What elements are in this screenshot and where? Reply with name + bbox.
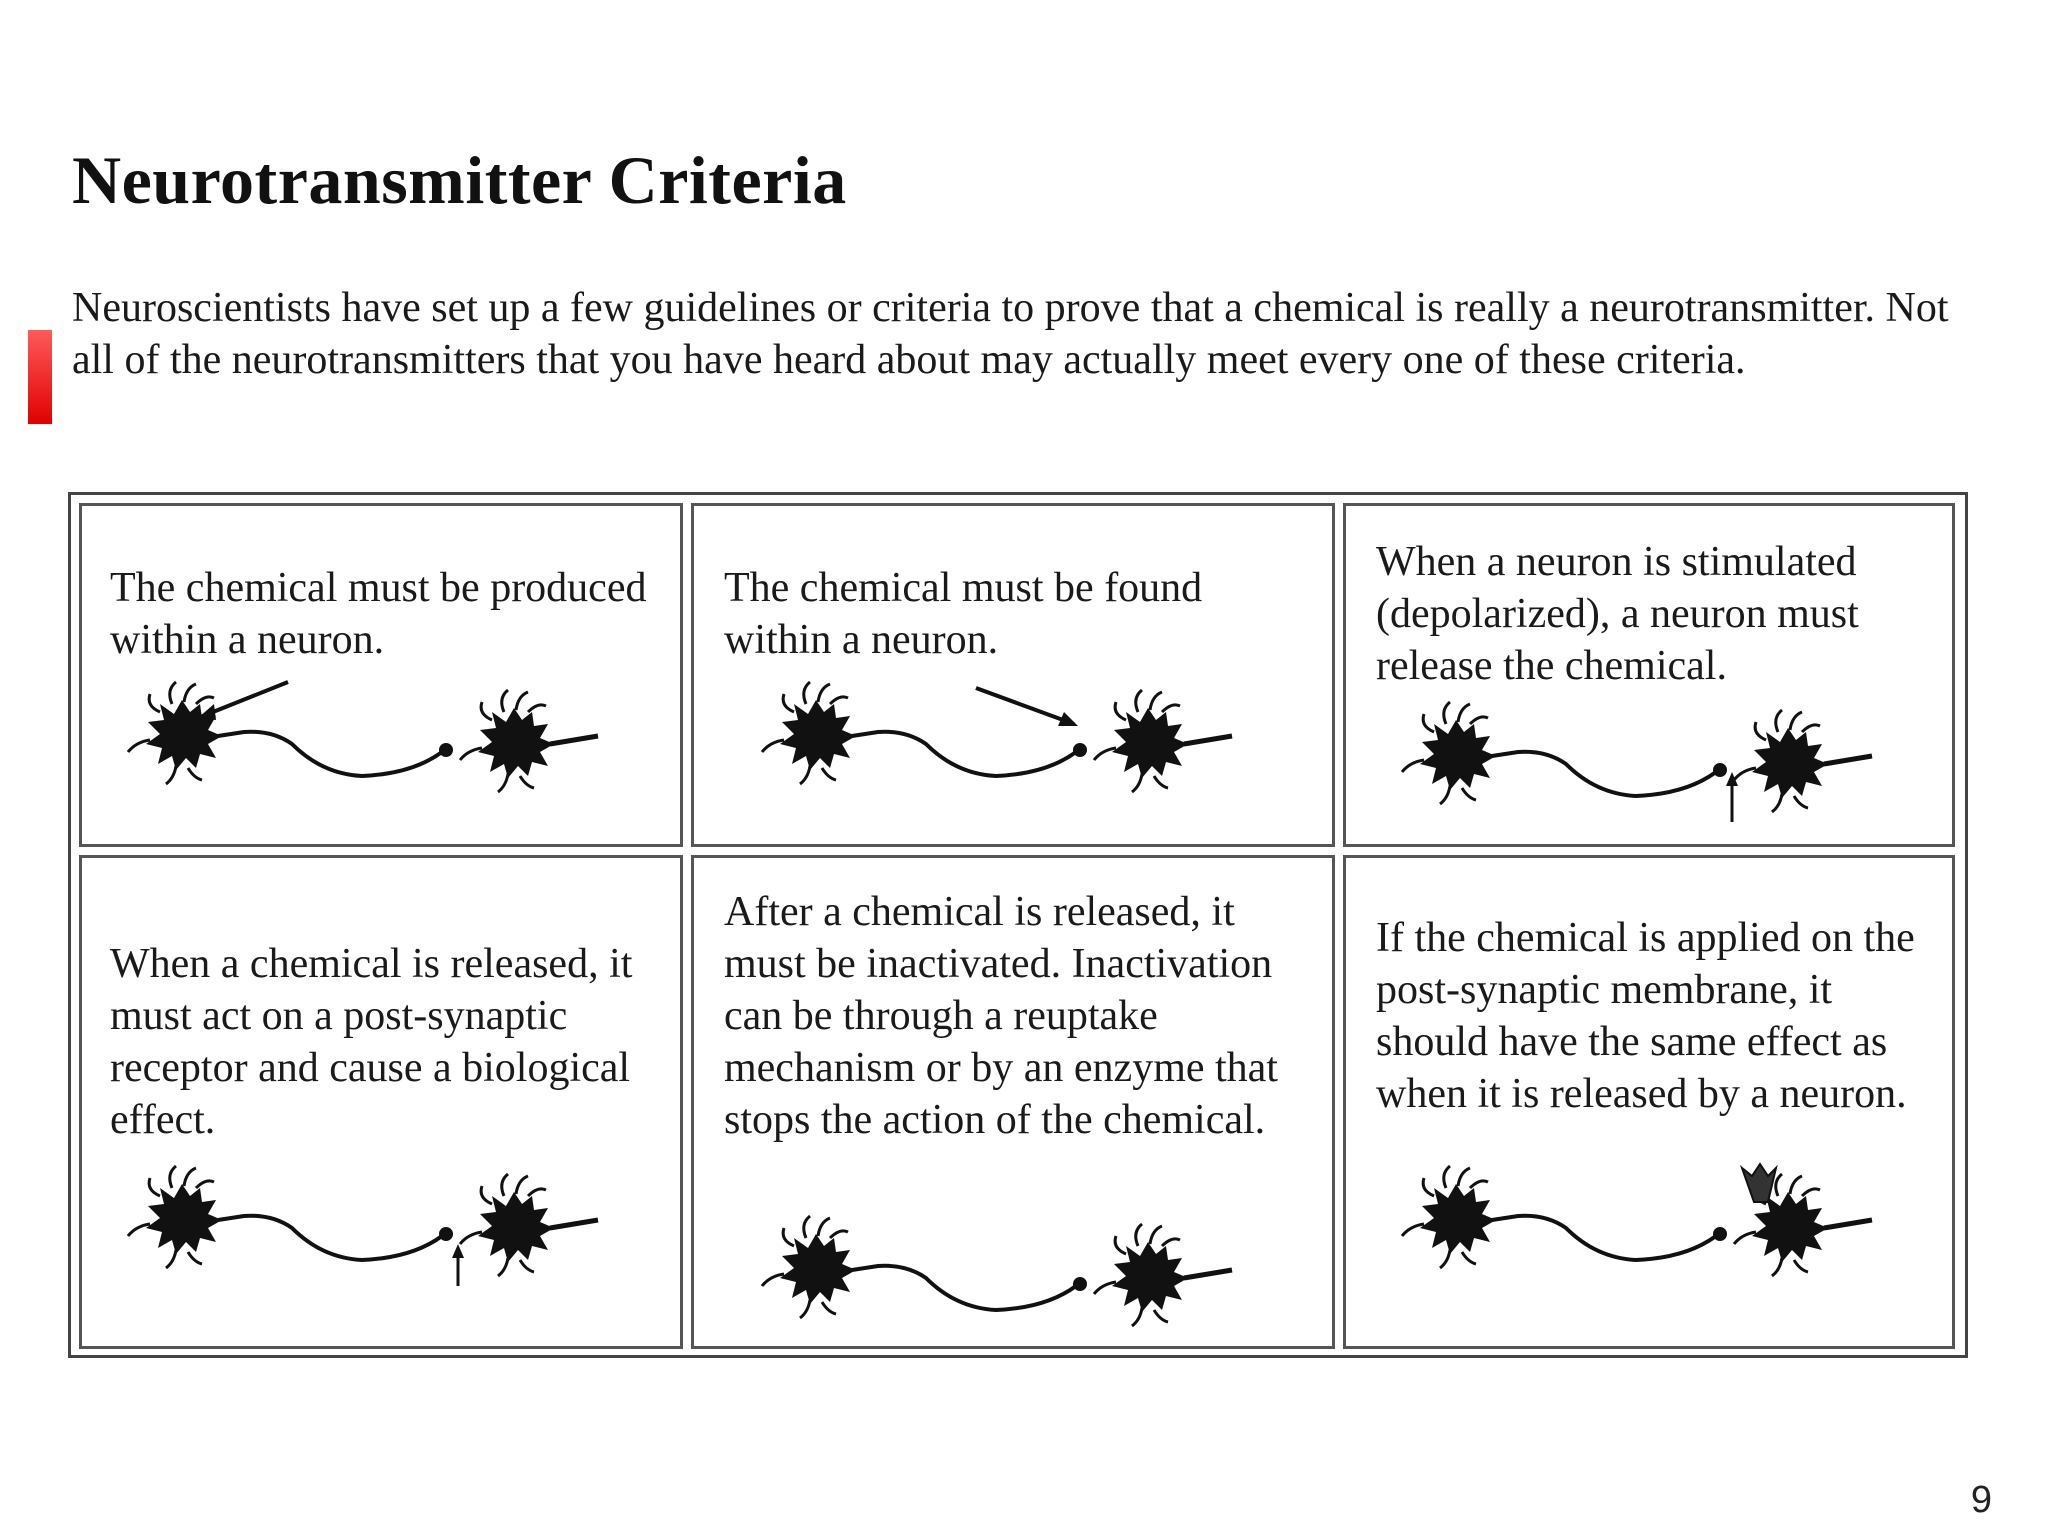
arrow-to-postsynaptic-neuron-icon [756,674,1256,804]
criterion-text: When a neuron is stimulated (depolarized), a neuron must release the chemical. [1376,539,1859,689]
criterion-text: When a chemical is released, it must act on a post-synaptic receptor and cause a biological effect. [110,941,633,1143]
criterion-cell-1 [79,503,683,847]
criterion-cell-3 [1343,503,1955,847]
release-arrow-at-synapse-icon [1396,694,1896,824]
accent-bar [28,330,52,424]
criterion-text: After a chemical is released, it must be inactivated. Inactivation can be through a reuptake mechanism or by an enzyme that stops the action of the chemical. [724,889,1278,1143]
two-neurons-icon [756,1208,1256,1338]
arrow-into-presynaptic-neuron-icon [122,674,622,804]
page-number: 9 [1970,1479,1992,1521]
criteria-table [68,492,1968,1358]
criterion-text: The chemical must be found within a neuron. [724,565,1203,663]
page-title: Neurotransmitter Criteria [72,142,847,218]
receptor-arrow-at-synapse-icon [122,1158,622,1288]
criterion-cell-5 [691,855,1335,1349]
criterion-text: The chemical must be produced within a neuron. [110,565,647,663]
criterion-cell-2 [691,503,1335,847]
pipette-on-postsynaptic-neuron-icon [1396,1158,1896,1288]
criterion-cell-6 [1343,855,1955,1349]
intro-paragraph: Neuroscientists have set up a few guidelines or criteria to prove that a chemical is really a neurotransmitter. Not all of the neurotransmitters that you have heard about may actually meet every one of these criteria. [72,285,1949,383]
criterion-cell-4 [79,855,683,1349]
criterion-text: If the chemical is applied on the post-synaptic membrane, it should have the same effect as when it is released by a neuron. [1376,915,1915,1117]
